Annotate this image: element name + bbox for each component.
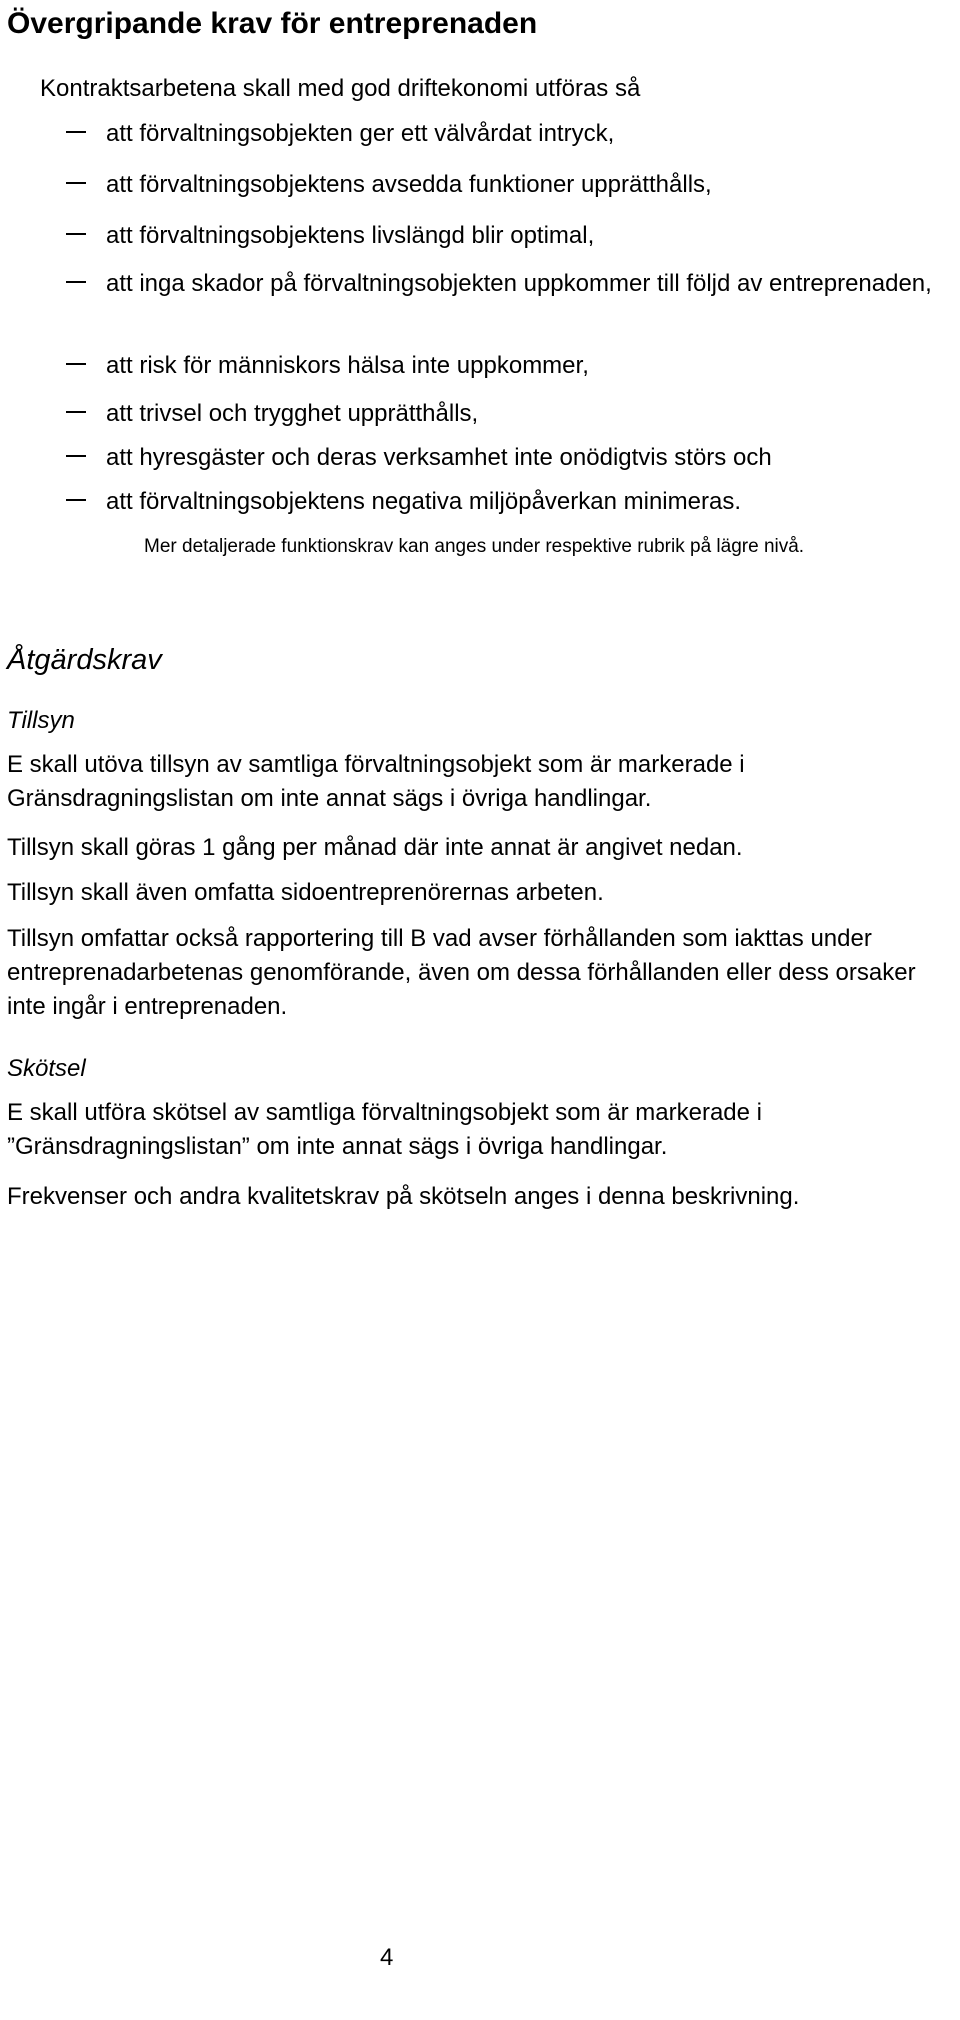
list-item-text: att risk för människors hälsa inte uppkommer, xyxy=(106,352,589,379)
list-item-text: att förvaltningsobjekten ger ett välvårdat intryck, xyxy=(106,120,615,147)
section-heading: Åtgärdskrav xyxy=(7,644,162,676)
dash-bullet-icon xyxy=(66,233,86,235)
dash-bullet-icon xyxy=(66,363,86,365)
list-item-text: att förvaltningsobjektens negativa miljöpåverkan minimeras. xyxy=(106,488,741,515)
paragraph: E skall utföra skötsel av samtliga förvaltningsobjekt som är markerade i ”Gränsdragningslistan” om inte annat sägs i övriga handlingar. xyxy=(7,1099,762,1160)
note-text: Mer detaljerade funktionskrav kan anges under respektive rubrik på lägre nivå. xyxy=(144,536,805,557)
list-item-text: att förvaltningsobjektens avsedda funktioner upprätthålls, xyxy=(106,171,712,198)
dash-bullet-icon xyxy=(66,499,86,501)
subheading-skotsel: Skötsel xyxy=(7,1055,86,1082)
page-number: 4 xyxy=(380,1944,394,1971)
subheading-tillsyn: Tillsyn xyxy=(7,707,75,734)
list-item-text: att hyresgäster och deras verksamhet inte onödigtvis störs och xyxy=(106,444,772,471)
dash-bullet-icon xyxy=(66,182,86,184)
intro-text: Kontraktsarbetena skall med god driftekonomi utföras så xyxy=(40,75,641,102)
list-item-text: att inga skador på förvaltningsobjekten uppkommer till följd av entreprenaden, xyxy=(106,270,932,297)
dash-bullet-icon xyxy=(66,281,86,283)
paragraph: Tillsyn skall göras 1 gång per månad där inte annat är angivet nedan. xyxy=(7,834,743,861)
paragraph: Tillsyn skall även omfatta sidoentreprenörernas arbeten. xyxy=(7,879,604,906)
list-item-text: att förvaltningsobjektens livslängd blir optimal, xyxy=(106,222,595,249)
dash-bullet-icon xyxy=(66,131,86,133)
paragraph: Tillsyn omfattar också rapportering till B vad avser förhållanden som iakttas under entreprenadarbetenas genomförande, även om dessa förhållanden eller dess orsaker inte ingår i entreprenaden. xyxy=(7,925,916,1020)
dash-bullet-icon xyxy=(66,411,86,413)
paragraph: E skall utöva tillsyn av samtliga förvaltningsobjekt som är markerade i Gränsdragningslistan om inte annat sägs i övriga handlingar. xyxy=(7,751,745,812)
list-item-text: att trivsel och trygghet upprätthålls, xyxy=(106,400,479,427)
page-heading: Övergripande krav för entreprenaden xyxy=(7,7,538,40)
paragraph: Frekvenser och andra kvalitetskrav på skötseln anges i denna beskrivning. xyxy=(7,1183,800,1210)
dash-bullet-icon xyxy=(66,455,86,457)
